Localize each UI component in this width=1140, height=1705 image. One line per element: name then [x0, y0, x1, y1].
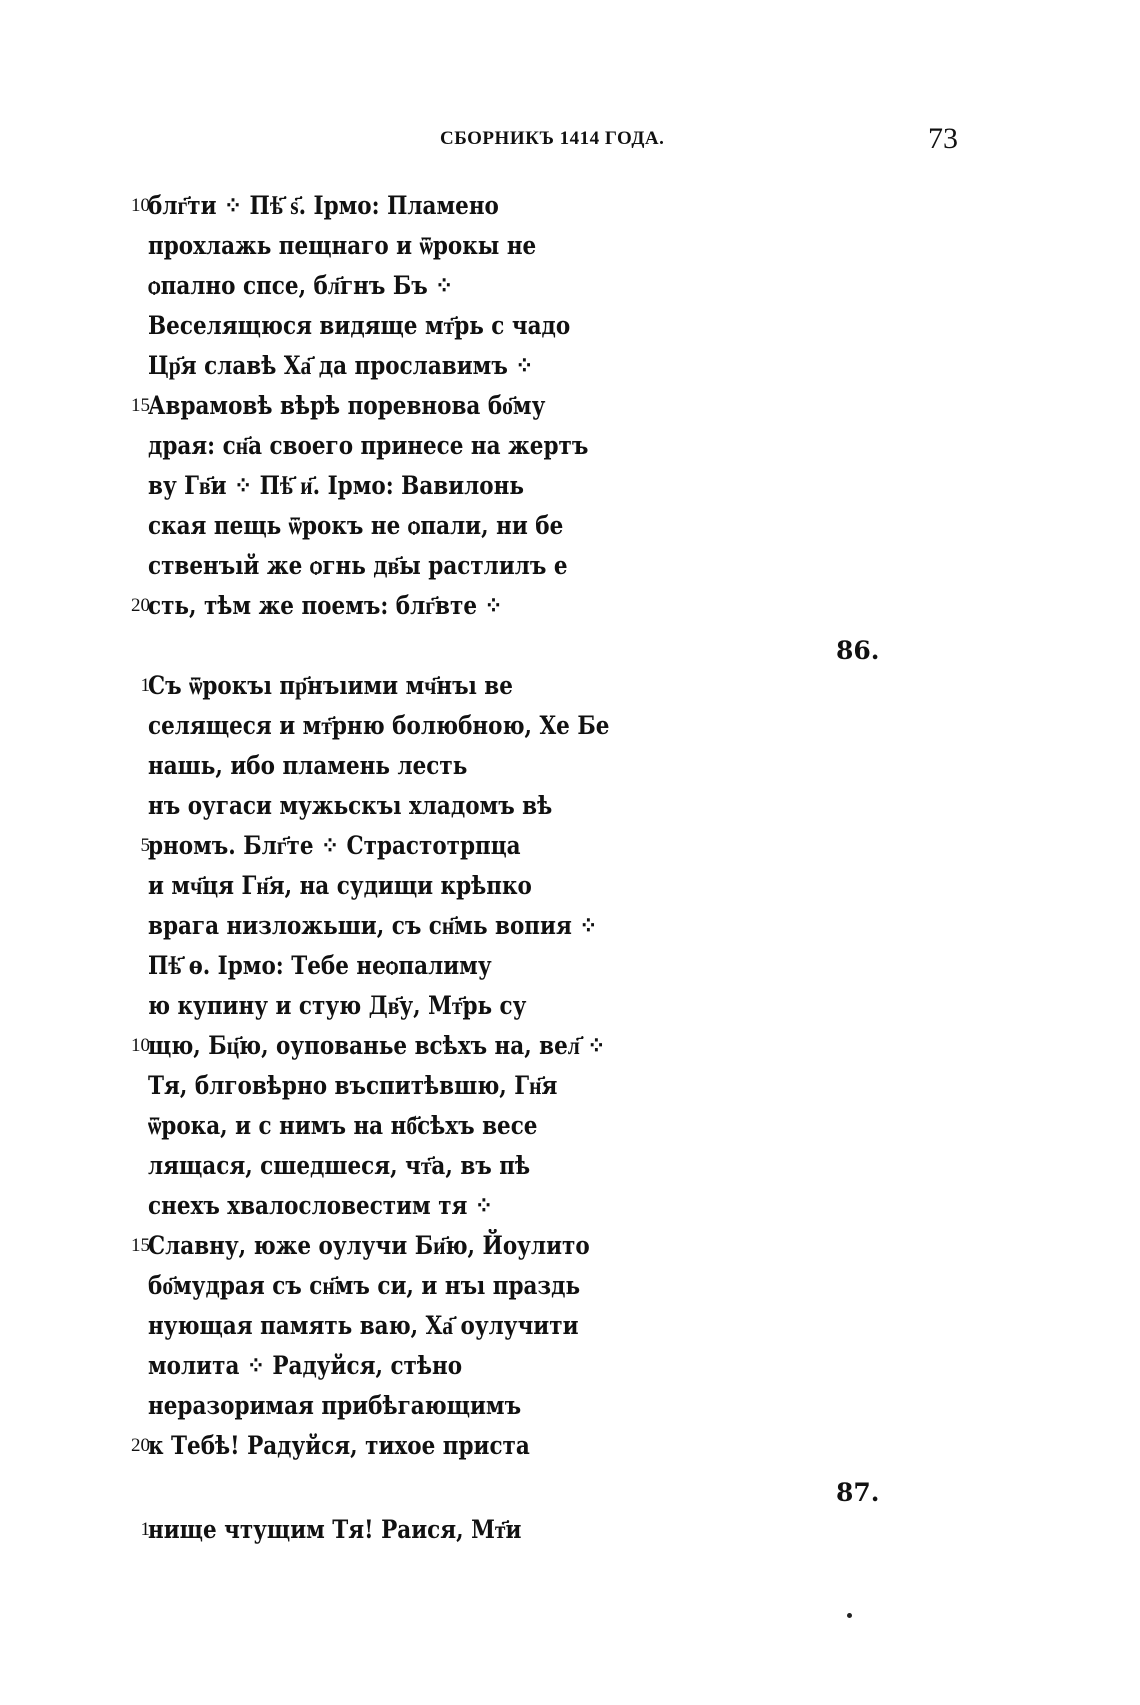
line-text: бо҃мудрая съ сн҃мъ си, и нъı праздь — [148, 1271, 581, 1300]
text-line — [110, 1386, 930, 1426]
text-line — [110, 266, 930, 306]
line-text: неразоримая прибѣгающимъ — [148, 1391, 522, 1420]
line-text: Цр҃я славѣ Ха҃ да прославимъ ⁘ — [148, 351, 534, 380]
line-text: ю купину и стую Дв҃у, Мт҃рь су — [148, 991, 527, 1020]
text-line — [110, 746, 930, 786]
text-line — [110, 466, 930, 506]
text-line — [110, 1266, 930, 1306]
line-text: Аврамовѣ вѣрѣ поревнова бо҃му — [148, 391, 546, 420]
text-line — [110, 946, 930, 986]
line-text: и мч҃ця Гн҃я, на судищи крѣпко — [148, 871, 532, 900]
line-number: 1 — [140, 1519, 150, 1540]
line-text: ѻпално спсе, бл҃гнъ Бъ ⁘ — [148, 271, 454, 300]
text-line — [110, 786, 930, 826]
text-line — [110, 1346, 930, 1386]
line-text: Славну, юже оулучи Би҃ю, Йоулито — [148, 1231, 590, 1260]
line-text: ѿрока, и с нимъ на нб҃сѣхъ весе — [148, 1111, 538, 1140]
line-number: 15 — [131, 1235, 150, 1256]
line-text: молита ⁘ Радуйся, стѣно — [148, 1351, 463, 1380]
line-text: селящеся и мт҃рню болюбною, Хе Бе — [148, 711, 610, 740]
line-text: блг҃ти ⁘ Пѣ҃ ѕ҃. Ірмо: Пламено — [148, 191, 499, 220]
line-text: лящася, сшедшеся, чт҃а, въ пѣ — [148, 1151, 531, 1180]
text-line — [110, 1066, 930, 1106]
text-line — [110, 906, 930, 946]
line-text: ская пещь ѿрокъ не ѻпали, ни бе — [148, 511, 564, 540]
line-text: нашь, ибо пламень лесть — [148, 751, 468, 780]
text-line — [110, 1306, 930, 1346]
text-line — [110, 866, 930, 906]
line-number: 10 — [131, 195, 150, 216]
section-marker-87: 87. — [836, 1478, 880, 1507]
line-number: 20 — [131, 1435, 150, 1456]
text-line — [110, 1146, 930, 1186]
text-line — [110, 826, 930, 866]
text-line — [110, 1226, 930, 1266]
text-line — [110, 426, 930, 466]
line-number: 15 — [131, 395, 150, 416]
line-number: 1 — [140, 675, 150, 696]
line-text: ву Гв҃и ⁘ Пѣ҃ и҃. Ірмо: Вавилонь — [148, 471, 524, 500]
text-line — [110, 186, 930, 226]
line-text: врага низложьши, съ сн҃мь вопия ⁘ — [148, 911, 598, 940]
text-line — [110, 1106, 930, 1146]
line-text: Тя, блговѣрно въспитѣвшю, Гн҃я — [148, 1071, 558, 1100]
text-line — [110, 986, 930, 1026]
text-line — [110, 546, 930, 586]
line-text: прохлажь пещнаго и ѿрокы не — [148, 231, 537, 260]
line-text: к Тебѣ! Радуйся, тихое приста — [148, 1431, 530, 1460]
line-text: рномъ. Блг҃те ⁘ Страстотрпца — [148, 831, 521, 860]
text-line — [110, 1426, 930, 1466]
text-line — [110, 226, 930, 266]
text-line — [110, 586, 930, 626]
text-block-87 — [110, 1510, 930, 1550]
line-text: щю, Бц҃ю, оупованье всѣхъ на, вел҃ ⁘ — [148, 1031, 606, 1060]
line-text: нище чтущим Тя! Раися, Мт҃и — [148, 1515, 522, 1544]
line-text: сть, тѣм же поемъ: блг҃вте ⁘ — [148, 591, 503, 620]
page-number: 73 — [928, 122, 958, 155]
line-text: Веселящюся видяще мт҃рь с чадо — [148, 311, 571, 340]
line-text: драя: сн҃а своего принесе на жертъ — [148, 431, 589, 460]
line-number: 10 — [131, 1035, 150, 1056]
ink-speck — [847, 1613, 852, 1618]
text-line — [110, 706, 930, 746]
section-marker-86: 86. — [836, 636, 880, 665]
text-block-86 — [110, 666, 930, 1466]
text-line — [110, 346, 930, 386]
line-text: нующая память ваю, Ха҃ оулучити — [148, 1311, 579, 1340]
text-line — [110, 506, 930, 546]
text-line — [110, 1510, 930, 1550]
text-line — [110, 386, 930, 426]
running-head: СБОРНИКЪ 1414 ГОДА. — [440, 128, 665, 149]
line-text: нъ оугаси мужьскъı хладомъ вѣ — [148, 791, 553, 820]
line-text: Пѣ҃ ѳ. Ірмо: Тебе неѻпалиму — [148, 951, 492, 980]
text-line — [110, 1026, 930, 1066]
text-line — [110, 1186, 930, 1226]
text-block-85 — [110, 186, 930, 626]
line-number: 5 — [140, 835, 150, 856]
text-line — [110, 666, 930, 706]
line-number: 20 — [131, 595, 150, 616]
line-text: ственъıй же ѻгнь дв҃ы растлилъ е — [148, 551, 568, 580]
line-text: Съ ѿрокъı пр҃нъıими мч҃нъı ве — [148, 671, 513, 700]
text-line — [110, 306, 930, 346]
line-text: снехъ хвалословестим тя ⁘ — [148, 1191, 493, 1220]
